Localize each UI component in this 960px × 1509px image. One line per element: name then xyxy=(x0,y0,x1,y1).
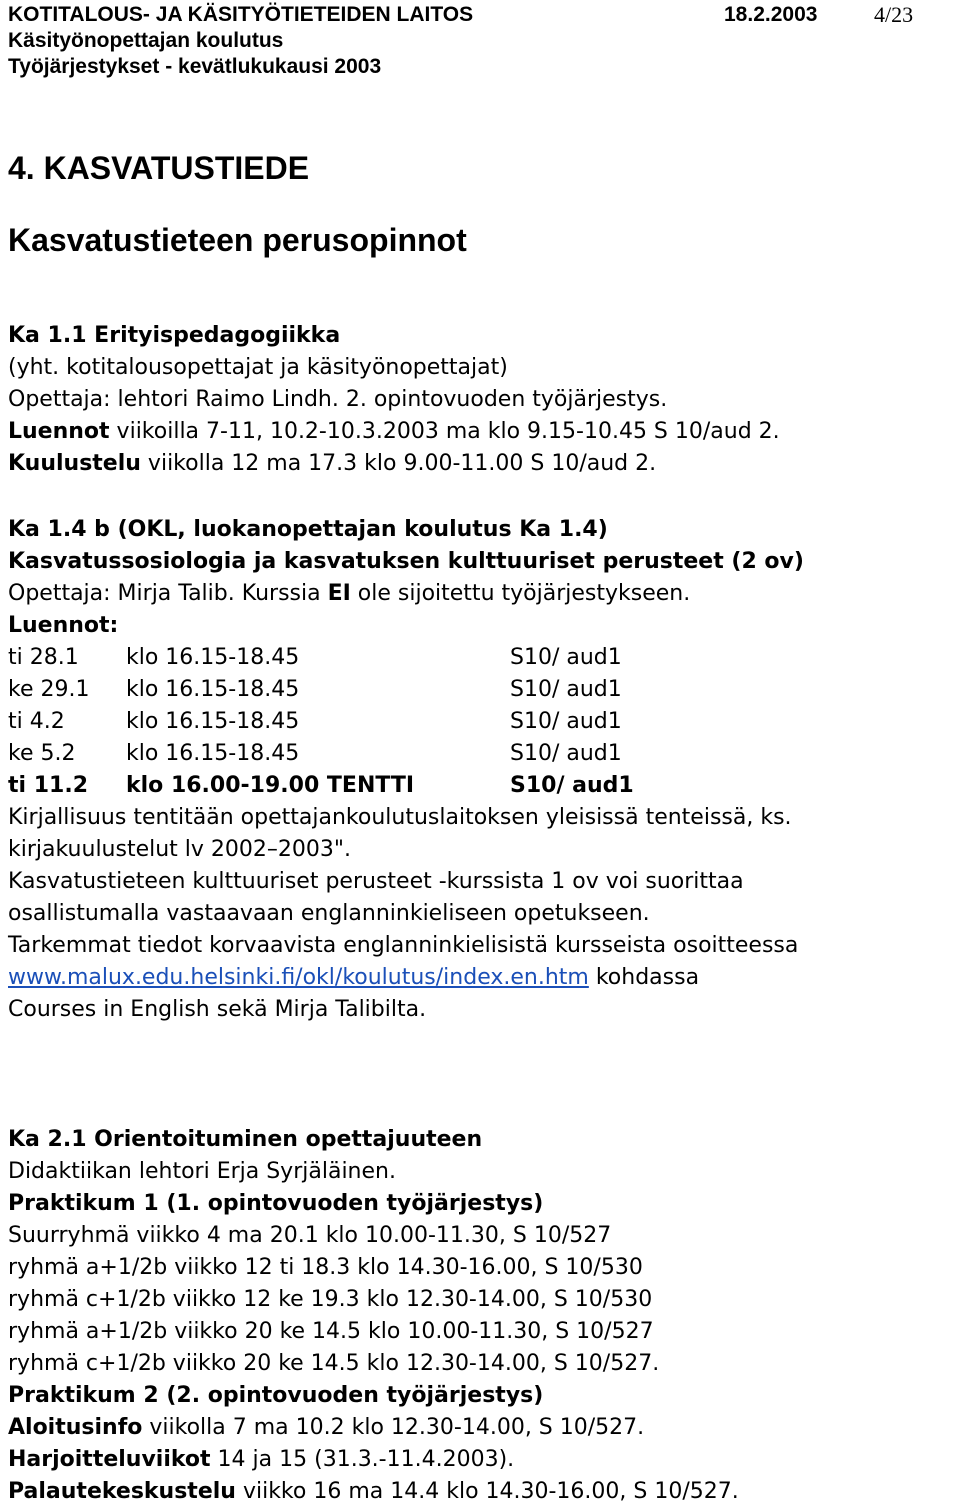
english-course-text: Kasvatustieteen kulttuuriset perusteet -kurssista 1 ov voi suorittaa xyxy=(8,869,744,894)
literature-text: kirjakuulustelut lv 2002–2003". xyxy=(8,837,352,862)
info-text: Courses in English sekä Mirja Talibilta. xyxy=(8,997,427,1022)
exam-label: Kuulustelu xyxy=(8,451,141,476)
info-link-line xyxy=(8,962,804,994)
course-teacher: Opettaja: Mirja Talib. xyxy=(8,581,235,606)
course-teacher: Didaktiikan lehtori Erja Syrjäläinen. xyxy=(8,1159,396,1184)
exam-line xyxy=(8,448,780,480)
feedback-text: viikko 16 ma 14.4 klo 14.30-16.00, S 10/527. xyxy=(235,1479,739,1504)
program-name: Käsityönopettajan koulutus xyxy=(8,29,284,52)
schedule-day: ti 28.1 xyxy=(8,645,79,670)
course-ka21 xyxy=(8,1124,739,1508)
course-ka11 xyxy=(8,320,780,480)
page-header xyxy=(8,2,960,80)
english-course-text: osallistumalla vastaavaan englanninkieliseen opetukseen. xyxy=(8,901,650,926)
practicum1-line: ryhmä a+1/2b viikko 20 ke 14.5 klo 10.00-11.30, S 10/527 xyxy=(8,1319,654,1344)
practicum1-line: ryhmä c+1/2b viikko 20 ke 14.5 klo 12.30-14.00, S 10/527. xyxy=(8,1351,660,1376)
schedule-time: klo 16.00-19.00 TENTTI xyxy=(126,773,415,798)
practicum1-line: ryhmä c+1/2b viikko 12 ke 19.3 klo 12.30-14.00, S 10/530 xyxy=(8,1287,653,1312)
schedule-room: S10/ aud1 xyxy=(510,645,622,670)
practicum1-line: Suurryhmä viikko 4 ma 20.1 klo 10.00-11.30, S 10/527 xyxy=(8,1223,612,1248)
info-text: Tarkemmat tiedot korvaavista englanninkielisistä kursseista osoitteessa xyxy=(8,933,799,958)
schedule-day: ti 4.2 xyxy=(8,709,65,734)
section-title: Kasvatustieteen perusopinnot xyxy=(8,222,467,258)
lectures-label: Luennot xyxy=(8,419,110,444)
lectures-text: viikoilla 7-11, 10.2-10.3.2003 ma klo 9.15-10.45 S 10/aud 2. xyxy=(109,419,780,444)
header-date: 18.2.2003 xyxy=(724,3,818,26)
course-title: Ka 1.4 b (OKL, luokanopettajan koulutus Ka 1.4) xyxy=(8,517,608,542)
note-text: Kurssia xyxy=(234,581,328,606)
schedule-room: S10/ aud1 xyxy=(510,709,622,734)
lectures-label: Luennot: xyxy=(8,613,119,638)
schedule-time: klo 16.15-18.45 xyxy=(126,645,300,670)
weeks-line xyxy=(8,1444,739,1476)
department-name: KOTITALOUS- JA KÄSITYÖTIETEIDEN LAITOS xyxy=(8,3,474,26)
exam-text: viikolla 12 ma 17.3 klo 9.00-11.00 S 10/aud 2. xyxy=(140,451,657,476)
info-text: kohdassa xyxy=(588,965,700,990)
course-teacher: Opettaja: lehtori Raimo Lindh. 2. opintovuoden työjärjestys. xyxy=(8,387,668,412)
info-line xyxy=(8,1412,739,1444)
course-ka14b xyxy=(8,514,804,1026)
schedule-row xyxy=(8,674,804,706)
schedule-day: ke 29.1 xyxy=(8,677,90,702)
note-text: ole sijoitettu työjärjestykseen. xyxy=(350,581,691,606)
document-page xyxy=(8,0,960,1504)
schedule-row xyxy=(8,706,804,738)
weeks-label: Harjoitteluviikot xyxy=(8,1447,211,1472)
page-number: 4/23 xyxy=(874,2,914,27)
info-label: Aloitusinfo xyxy=(8,1415,143,1440)
schedule-time: klo 16.15-18.45 xyxy=(126,709,300,734)
schedule-day: ti 11.2 xyxy=(8,773,88,798)
schedule-table xyxy=(8,642,804,802)
feedback-line xyxy=(8,1476,739,1508)
course-title: Ka 2.1 Orientoituminen opettajuuteen xyxy=(8,1127,483,1152)
schedule-day: ke 5.2 xyxy=(8,741,76,766)
schedule-room: S10/ aud1 xyxy=(510,741,622,766)
lectures-line xyxy=(8,416,780,448)
header-subtitle: Työjärjestykset - kevätlukukausi 2003 xyxy=(8,55,382,78)
schedule-time: klo 16.15-18.45 xyxy=(126,677,300,702)
schedule-time: klo 16.15-18.45 xyxy=(126,741,300,766)
course-teacher-line xyxy=(8,578,804,610)
schedule-row-exam xyxy=(8,770,804,802)
schedule-row xyxy=(8,642,804,674)
feedback-label: Palautekeskustelu xyxy=(8,1479,236,1504)
weeks-text: 14 ja 15 (31.3.-11.4.2003). xyxy=(210,1447,515,1472)
courses-link[interactable]: www.malux.edu.helsinki.fi/okl/koulutus/index.en.htm xyxy=(8,965,589,990)
practicum1-title: Praktikum 1 (1. opintovuoden työjärjestys) xyxy=(8,1191,544,1216)
schedule-room: S10/ aud1 xyxy=(510,677,622,702)
course-subtitle: Kasvatussosiologia ja kasvatuksen kulttuuriset perusteet (2 ov) xyxy=(8,549,804,574)
chapter-title: 4. KASVATUSTIEDE xyxy=(8,150,310,186)
schedule-room: S10/ aud1 xyxy=(510,773,634,798)
info-text: viikolla 7 ma 10.2 klo 12.30-14.00, S 10/527. xyxy=(142,1415,645,1440)
course-title: Ka 1.1 Erityispedagogiikka xyxy=(8,323,341,348)
practicum2-title: Praktikum 2 (2. opintovuoden työjärjestys) xyxy=(8,1383,544,1408)
literature-text: Kirjallisuus tentitään opettajankoulutuslaitoksen yleisissä tenteissä, ks. xyxy=(8,805,792,830)
schedule-row xyxy=(8,738,804,770)
note-emphasis: EI xyxy=(327,581,351,606)
practicum1-line: ryhmä a+1/2b viikko 12 ti 18.3 klo 14.30-16.00, S 10/530 xyxy=(8,1255,643,1280)
course-audience: (yht. kotitalousopettajat ja käsityönopettajat) xyxy=(8,355,508,380)
